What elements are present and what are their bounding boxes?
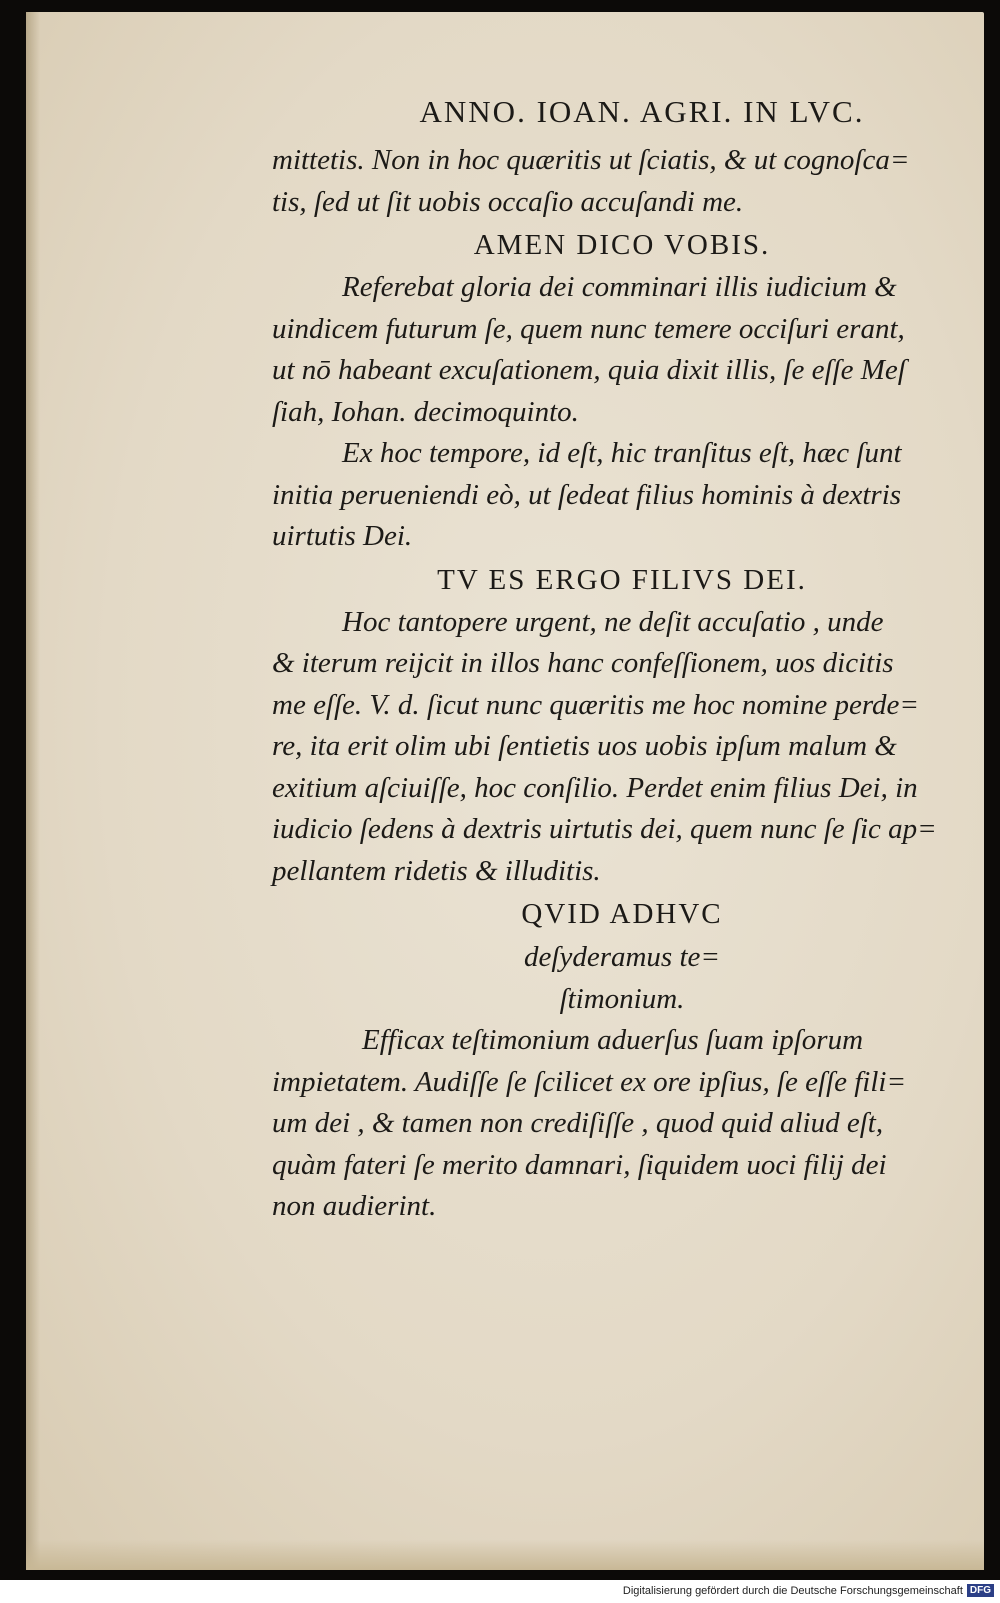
- section-heading-continuation: ſtimonium.: [559, 983, 685, 1015]
- text-line: uindicem futurum ſe, quem nunc temere occiſuri erant,: [272, 312, 905, 345]
- running-head: ANNO. IOAN. AGRI. IN LVC.: [419, 94, 865, 129]
- text-line: ut nō habeant excuſationem, quia dixit illis, ſe eſſe Meſ: [272, 354, 906, 386]
- text-line: Hoc tantopere urgent, ne deſit accuſatio , unde: [342, 605, 884, 638]
- text-line: exitium aſciuiſſe, hoc conſilio. Perdet enim filius Dei, in: [272, 771, 918, 804]
- text-line: impietatem. Audiſſe ſe ſcilicet ex ore ipſius, ſe eſſe fili=: [272, 1065, 907, 1098]
- text-line: me eſſe. V. d. ſicut nunc quæritis me hoc nomine perde=: [272, 688, 919, 721]
- text-line: quàm fateri ſe merito damnari, ſiquidem uoci filij dei: [272, 1148, 887, 1181]
- text-line: iudicio ſedens à dextris uirtutis dei, quem nunc ſe ſic ap=: [272, 813, 937, 845]
- text-line: Referebat gloria dei comminari illis iudicium &: [342, 271, 897, 303]
- text-line: mittetis. Non in hoc quæritis ut ſciatis, & ut cognoſca=: [272, 144, 910, 176]
- text-line: um dei , & tamen non crediſiſſe , quod quid aliud eſt,: [272, 1107, 884, 1139]
- section-heading: QVID ADHVC: [521, 898, 723, 930]
- text-line: pellantem ridetis & illuditis.: [272, 854, 601, 887]
- book-page: [26, 12, 984, 1570]
- text-line: Efficax teſtimonium aduerſus ſuam ipſorum: [362, 1024, 864, 1056]
- text-line: Ex hoc tempore, id eſt, hic tranſitus eſt, hæc ſunt: [342, 437, 902, 469]
- text-line: non audierint.: [272, 1190, 437, 1222]
- footer-text: Digitalisierung gefördert durch die Deutsche Forschungsgemeinschaft: [622, 1585, 963, 1597]
- page-text: [272, 90, 972, 1228]
- funding-footer: [0, 1580, 1000, 1603]
- text-line: initia perueniendi eò, ut ſedeat filius hominis à dextris: [272, 478, 902, 511]
- section-heading: AMEN DICO VOBIS.: [473, 229, 771, 261]
- section-heading-continuation: deſyderamus te=: [524, 941, 720, 973]
- text-line: uirtutis Dei.: [272, 520, 413, 552]
- text-line: & iterum reijcit in illos hanc confeſſionem, uos dicitis: [272, 647, 894, 679]
- dfg-logo: DFG: [967, 1584, 994, 1597]
- text-line: re, ita erit olim ubi ſentietis uos uobis ipſum malum &: [272, 730, 897, 762]
- section-heading: TV ES ERGO FILIVS DEI.: [437, 563, 807, 596]
- text-line: tis, ſed ut ſit uobis occaſio accuſandi me.: [272, 185, 744, 218]
- text-line: ſiah, Iohan. decimoquinto.: [272, 395, 579, 428]
